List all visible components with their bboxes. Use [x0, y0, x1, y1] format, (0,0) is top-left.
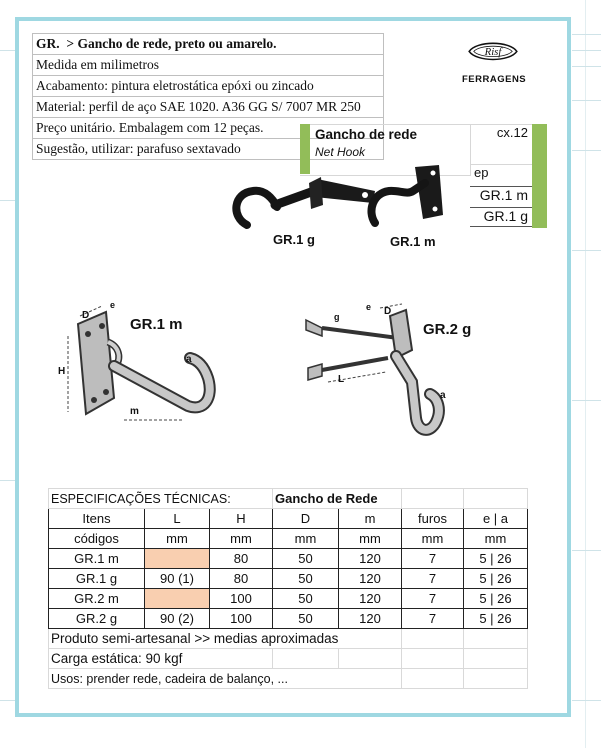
dim-m: m — [130, 406, 139, 417]
product-subtitle: Net Hook — [315, 145, 366, 159]
accent-bar — [300, 124, 310, 174]
product-title: Gancho de rede — [315, 127, 418, 142]
unit-ea: mm — [464, 529, 528, 549]
spec-line — [33, 76, 384, 97]
spec-line — [33, 34, 384, 55]
unit-furos: mm — [402, 529, 464, 549]
tech-spec-table — [48, 488, 528, 689]
note-load: Carga estática: 90 kgf — [49, 649, 273, 669]
dim-a: a — [186, 354, 192, 365]
logo-mark: Risf — [484, 46, 502, 59]
table-row — [49, 569, 528, 589]
row-furos: 7 — [402, 549, 464, 569]
row-furos: 7 — [402, 609, 464, 629]
variant-gr1m: GR.1 m — [470, 186, 532, 206]
row-ea: 5 | 26 — [464, 569, 528, 589]
row-code: GR.1 g — [49, 569, 145, 589]
spec-price: Preço unitário. Embalagem com 12 peças. — [33, 118, 384, 139]
row-m: 120 — [339, 609, 402, 629]
note-row — [49, 669, 528, 689]
col-l: L — [145, 509, 210, 529]
unit-d: mm — [273, 529, 339, 549]
table-row — [49, 549, 528, 569]
row-h: 80 — [210, 549, 273, 569]
spec-line — [33, 55, 384, 76]
row-m: 120 — [339, 569, 402, 589]
tech-units-row — [49, 529, 528, 549]
spec-title: > Gancho de rede, preto ou amarelo. — [66, 36, 277, 51]
row-ea: 5 | 26 — [464, 609, 528, 629]
dim-g: g — [334, 312, 340, 322]
row-code: GR.2 g — [49, 609, 145, 629]
unit-codigos: códigos — [49, 529, 145, 549]
col-h: H — [210, 509, 273, 529]
row-l — [145, 549, 210, 569]
note-row — [49, 629, 528, 649]
col-m: m — [339, 509, 402, 529]
tech-header-row — [49, 509, 528, 529]
note-artisanal: Produto semi-artesanal >> medias aproximadas — [49, 629, 402, 649]
dim-d: D — [82, 310, 90, 321]
dim-e2: e — [366, 302, 372, 312]
risf-logo-icon — [458, 36, 528, 76]
row-code: GR.2 m — [49, 589, 145, 609]
row-m: 120 — [339, 549, 402, 569]
note-row — [49, 649, 528, 669]
col-furos: furos — [402, 509, 464, 529]
row-h: 100 — [210, 589, 273, 609]
col-d: D — [273, 509, 339, 529]
col-ea: e | a — [464, 509, 528, 529]
spec-code: GR. — [36, 36, 60, 51]
spec-finish: Acabamento: pintura eletrostática epóxi ou zincado — [33, 76, 384, 97]
tech-heading-row — [49, 489, 528, 509]
unit-l: mm — [145, 529, 210, 549]
table-row — [49, 589, 528, 609]
row-furos: 7 — [402, 589, 464, 609]
row-code: GR.1 m — [49, 549, 145, 569]
row-ea: 5 | 26 — [464, 549, 528, 569]
photo-label-gr1m: GR.1 m — [390, 234, 436, 249]
drawing-title-gr2g: GR.2 g — [423, 321, 472, 338]
dim-e: e — [110, 300, 116, 310]
row-furos: 7 — [402, 569, 464, 589]
drawing-title-gr1m: GR.1 m — [130, 316, 183, 333]
dim-h: H — [58, 366, 66, 377]
spec-units: Medida em milimetros — [33, 55, 384, 76]
row-l — [145, 589, 210, 609]
photo-label-gr1g: GR.1 g — [273, 232, 315, 247]
note-uses: Usos: prender rede, cadeira de balanço, ... — [49, 669, 402, 689]
variant-gr1g: GR.1 g — [470, 207, 532, 227]
photo-hook-gr1m — [365, 163, 445, 238]
row-d: 50 — [273, 609, 339, 629]
ep-label: ep — [470, 164, 532, 184]
dim-d2: D — [384, 306, 392, 317]
unit-m: mm — [339, 529, 402, 549]
row-d: 50 — [273, 589, 339, 609]
row-m: 120 — [339, 589, 402, 609]
tech-heading: ESPECIFICAÇÕES TÉCNICAS: — [49, 489, 273, 509]
box-quantity: cx.12 — [470, 124, 532, 144]
row-l: 90 (2) — [145, 609, 210, 629]
logo-name: FERRAGENS — [462, 74, 527, 85]
packaging-box — [470, 124, 532, 228]
row-d: 50 — [273, 569, 339, 589]
spec-screw: Sugestão, utilizar: parafuso sextavado — [33, 139, 384, 160]
accent-bar-right — [532, 124, 547, 228]
spec-line — [33, 97, 384, 118]
dim-l: L — [338, 374, 345, 385]
row-d: 50 — [273, 549, 339, 569]
col-itens: Itens — [49, 509, 145, 529]
tech-title: Gancho de Rede — [273, 489, 402, 509]
spec-material: Material: perfil de aço SAE 1020. A36 GG S/ 7007 MR 250 — [33, 97, 384, 118]
table-row — [49, 609, 528, 629]
row-h: 100 — [210, 609, 273, 629]
row-l: 90 (1) — [145, 569, 210, 589]
unit-h: mm — [210, 529, 273, 549]
dim-a2: a — [440, 390, 446, 401]
row-h: 80 — [210, 569, 273, 589]
row-ea: 5 | 26 — [464, 589, 528, 609]
